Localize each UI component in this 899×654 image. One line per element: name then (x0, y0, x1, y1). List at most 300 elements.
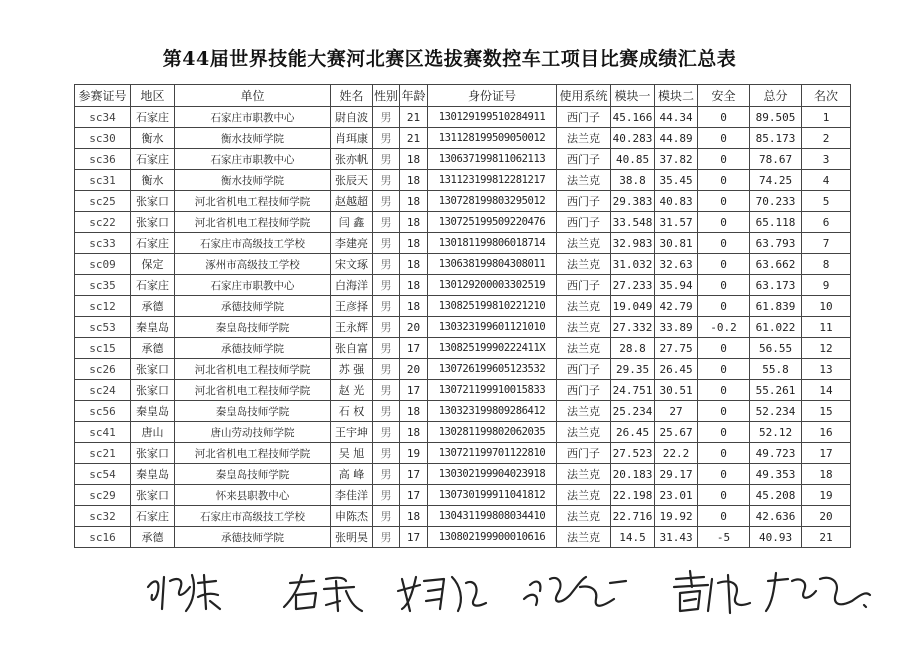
cell-region: 张家口 (131, 380, 175, 401)
cell-module-two-score: 32.63 (655, 254, 698, 275)
cell-entry-number: sc16 (75, 527, 131, 548)
cell-module-one-score: 33.548 (611, 212, 655, 233)
cell-contestant-name: 王彦择 (331, 296, 373, 317)
cell-control-system: 西门子 (557, 107, 611, 128)
cell-age: 21 (400, 128, 428, 149)
cell-id-number: 130726199605123532 (428, 359, 557, 380)
cell-age: 18 (400, 191, 428, 212)
cell-organization: 石家庄市职教中心 (175, 107, 331, 128)
cell-entry-number: sc36 (75, 149, 131, 170)
cell-entry-number: sc09 (75, 254, 131, 275)
cell-rank: 15 (802, 401, 851, 422)
cell-contestant-name: 闫 鑫 (331, 212, 373, 233)
cell-rank: 10 (802, 296, 851, 317)
table-row (75, 359, 851, 380)
cell-entry-number: sc56 (75, 401, 131, 422)
table-row (75, 527, 851, 548)
cell-module-one-score: 32.983 (611, 233, 655, 254)
cell-contestant-name: 吴 旭 (331, 443, 373, 464)
cell-control-system: 法兰克 (557, 464, 611, 485)
cell-control-system: 法兰克 (557, 170, 611, 191)
cell-total-score: 45.208 (750, 485, 802, 506)
cell-gender: 男 (373, 170, 400, 191)
cell-region: 张家口 (131, 485, 175, 506)
cell-rank: 14 (802, 380, 851, 401)
cell-region: 承德 (131, 338, 175, 359)
cell-safety-deduction: 0 (698, 422, 750, 443)
cell-safety-deduction: 0 (698, 170, 750, 191)
cell-gender: 男 (373, 191, 400, 212)
cell-total-score: 52.234 (750, 401, 802, 422)
cell-entry-number: sc32 (75, 506, 131, 527)
cell-control-system: 法兰克 (557, 254, 611, 275)
cell-control-system: 法兰克 (557, 527, 611, 548)
signature-area (140, 565, 880, 625)
cell-contestant-name: 苏 强 (331, 359, 373, 380)
cell-module-one-score: 28.8 (611, 338, 655, 359)
table-row (75, 191, 851, 212)
table-row (75, 254, 851, 275)
cell-region: 张家口 (131, 212, 175, 233)
cell-module-two-score: 25.67 (655, 422, 698, 443)
cell-entry-number: sc41 (75, 422, 131, 443)
cell-safety-deduction: 0 (698, 506, 750, 527)
table-row (75, 401, 851, 422)
cell-module-one-score: 27.332 (611, 317, 655, 338)
cell-module-two-score: 19.92 (655, 506, 698, 527)
cell-age: 18 (400, 212, 428, 233)
cell-entry-number: sc29 (75, 485, 131, 506)
table-row (75, 149, 851, 170)
cell-total-score: 55.8 (750, 359, 802, 380)
cell-age: 18 (400, 254, 428, 275)
cell-organization: 河北省机电工程技师学院 (175, 359, 331, 380)
cell-contestant-name: 李佳洋 (331, 485, 373, 506)
cell-total-score: 89.505 (750, 107, 802, 128)
cell-gender: 男 (373, 443, 400, 464)
cell-total-score: 61.022 (750, 317, 802, 338)
cell-gender: 男 (373, 422, 400, 443)
cell-region: 秦皇岛 (131, 464, 175, 485)
cell-gender: 男 (373, 149, 400, 170)
cell-total-score: 70.233 (750, 191, 802, 212)
signature-4 (524, 577, 626, 606)
cell-organization: 秦皇岛技师学院 (175, 317, 331, 338)
cell-organization: 唐山劳动技师学院 (175, 422, 331, 443)
signature-3 (398, 577, 486, 611)
cell-module-one-score: 38.8 (611, 170, 655, 191)
column-header: 模块二 (655, 85, 698, 107)
cell-entry-number: sc15 (75, 338, 131, 359)
cell-control-system: 法兰克 (557, 338, 611, 359)
table-row (75, 170, 851, 191)
cell-rank: 20 (802, 506, 851, 527)
cell-id-number: 130323199809286412 (428, 401, 557, 422)
cell-safety-deduction: 0 (698, 212, 750, 233)
cell-control-system: 法兰克 (557, 485, 611, 506)
table-row (75, 380, 851, 401)
cell-rank: 5 (802, 191, 851, 212)
cell-contestant-name: 李建亮 (331, 233, 373, 254)
cell-safety-deduction: 0 (698, 443, 750, 464)
table-row (75, 422, 851, 443)
cell-age: 21 (400, 107, 428, 128)
cell-organization: 石家庄市高级技工学校 (175, 233, 331, 254)
document-title: 第44届世界技能大赛河北赛区选拔赛数控车工项目比赛成绩汇总表 (162, 48, 737, 70)
cell-gender: 男 (373, 527, 400, 548)
cell-rank: 11 (802, 317, 851, 338)
cell-id-number: 130637199811062113 (428, 149, 557, 170)
cell-contestant-name: 张亦帆 (331, 149, 373, 170)
cell-safety-deduction: 0 (698, 380, 750, 401)
cell-total-score: 85.173 (750, 128, 802, 149)
cell-gender: 男 (373, 107, 400, 128)
cell-region: 石家庄 (131, 107, 175, 128)
cell-age: 18 (400, 296, 428, 317)
cell-control-system: 西门子 (557, 149, 611, 170)
cell-organization: 秦皇岛技师学院 (175, 464, 331, 485)
cell-id-number: 130721199701122810 (428, 443, 557, 464)
cell-region: 石家庄 (131, 506, 175, 527)
cell-id-number: 131123199812281217 (428, 170, 557, 191)
cell-control-system: 西门子 (557, 275, 611, 296)
cell-module-one-score: 22.198 (611, 485, 655, 506)
cell-module-one-score: 29.383 (611, 191, 655, 212)
cell-control-system: 西门子 (557, 359, 611, 380)
table-row (75, 212, 851, 233)
cell-contestant-name: 尉自波 (331, 107, 373, 128)
cell-contestant-name: 赵越超 (331, 191, 373, 212)
cell-region: 承德 (131, 527, 175, 548)
cell-gender: 男 (373, 401, 400, 422)
cell-entry-number: sc21 (75, 443, 131, 464)
cell-organization: 河北省机电工程技师学院 (175, 212, 331, 233)
cell-control-system: 法兰克 (557, 506, 611, 527)
cell-age: 18 (400, 422, 428, 443)
cell-module-one-score: 25.234 (611, 401, 655, 422)
cell-id-number: 130302199904023918 (428, 464, 557, 485)
cell-entry-number: sc31 (75, 170, 131, 191)
column-header: 年龄 (400, 85, 428, 107)
cell-id-number: 130323199601121010 (428, 317, 557, 338)
table-body (75, 107, 851, 548)
cell-module-two-score: 29.17 (655, 464, 698, 485)
cell-entry-number: sc54 (75, 464, 131, 485)
cell-rank: 3 (802, 149, 851, 170)
signature-5 (674, 571, 750, 613)
cell-rank: 4 (802, 170, 851, 191)
cell-total-score: 56.55 (750, 338, 802, 359)
cell-module-one-score: 40.85 (611, 149, 655, 170)
cell-safety-deduction: -5 (698, 527, 750, 548)
signature-1 (148, 575, 220, 611)
cell-gender: 男 (373, 254, 400, 275)
cell-organization: 衡水技师学院 (175, 128, 331, 149)
cell-age: 18 (400, 275, 428, 296)
cell-gender: 男 (373, 464, 400, 485)
cell-rank: 17 (802, 443, 851, 464)
cell-total-score: 55.261 (750, 380, 802, 401)
cell-entry-number: sc30 (75, 128, 131, 149)
cell-rank: 12 (802, 338, 851, 359)
cell-contestant-name: 申陈杰 (331, 506, 373, 527)
cell-module-one-score: 20.183 (611, 464, 655, 485)
cell-organization: 石家庄市高级技工学校 (175, 506, 331, 527)
table-row (75, 275, 851, 296)
cell-total-score: 63.662 (750, 254, 802, 275)
cell-total-score: 61.839 (750, 296, 802, 317)
table-row (75, 128, 851, 149)
cell-rank: 8 (802, 254, 851, 275)
cell-safety-deduction: 0 (698, 464, 750, 485)
cell-age: 19 (400, 443, 428, 464)
cell-module-one-score: 19.049 (611, 296, 655, 317)
column-header: 性别 (373, 85, 400, 107)
cell-control-system: 法兰克 (557, 317, 611, 338)
cell-control-system: 西门子 (557, 212, 611, 233)
cell-safety-deduction: 0 (698, 128, 750, 149)
cell-entry-number: sc34 (75, 107, 131, 128)
cell-age: 18 (400, 149, 428, 170)
handwritten-signatures (140, 565, 880, 625)
cell-rank: 2 (802, 128, 851, 149)
cell-organization: 秦皇岛技师学院 (175, 401, 331, 422)
cell-control-system: 西门子 (557, 380, 611, 401)
cell-gender: 男 (373, 212, 400, 233)
score-table (74, 84, 851, 548)
cell-gender: 男 (373, 485, 400, 506)
column-header: 参赛证号 (75, 85, 131, 107)
cell-gender: 男 (373, 359, 400, 380)
cell-total-score: 40.93 (750, 527, 802, 548)
cell-rank: 6 (802, 212, 851, 233)
cell-contestant-name: 王宇坤 (331, 422, 373, 443)
cell-control-system: 西门子 (557, 443, 611, 464)
cell-age: 17 (400, 485, 428, 506)
cell-module-two-score: 33.89 (655, 317, 698, 338)
cell-rank: 13 (802, 359, 851, 380)
cell-organization: 河北省机电工程技师学院 (175, 191, 331, 212)
cell-age: 18 (400, 401, 428, 422)
cell-module-two-score: 30.81 (655, 233, 698, 254)
cell-id-number: 130730199911041812 (428, 485, 557, 506)
cell-region: 秦皇岛 (131, 317, 175, 338)
cell-module-one-score: 27.233 (611, 275, 655, 296)
cell-contestant-name: 王永辉 (331, 317, 373, 338)
cell-module-one-score: 40.283 (611, 128, 655, 149)
cell-region: 石家庄 (131, 275, 175, 296)
cell-module-two-score: 30.51 (655, 380, 698, 401)
column-header: 名次 (802, 85, 851, 107)
cell-organization: 承德技师学院 (175, 338, 331, 359)
cell-entry-number: sc33 (75, 233, 131, 254)
table-row (75, 464, 851, 485)
cell-module-two-score: 44.89 (655, 128, 698, 149)
table-row (75, 317, 851, 338)
cell-module-two-score: 31.43 (655, 527, 698, 548)
cell-rank: 16 (802, 422, 851, 443)
cell-age: 20 (400, 317, 428, 338)
cell-organization: 衡水技师学院 (175, 170, 331, 191)
cell-gender: 男 (373, 275, 400, 296)
cell-gender: 男 (373, 338, 400, 359)
cell-organization: 怀来县职教中心 (175, 485, 331, 506)
table-row (75, 296, 851, 317)
cell-module-two-score: 22.2 (655, 443, 698, 464)
cell-control-system: 法兰克 (557, 296, 611, 317)
cell-control-system: 法兰克 (557, 422, 611, 443)
cell-entry-number: sc53 (75, 317, 131, 338)
cell-age: 18 (400, 506, 428, 527)
cell-id-number: 130725199509220476 (428, 212, 557, 233)
cell-age: 17 (400, 338, 428, 359)
signature-6 (766, 573, 870, 611)
cell-id-number: 130825199810221210 (428, 296, 557, 317)
cell-module-one-score: 14.5 (611, 527, 655, 548)
cell-entry-number: sc22 (75, 212, 131, 233)
cell-safety-deduction: 0 (698, 296, 750, 317)
cell-rank: 19 (802, 485, 851, 506)
cell-gender: 男 (373, 128, 400, 149)
cell-safety-deduction: 0 (698, 401, 750, 422)
cell-safety-deduction: 0 (698, 191, 750, 212)
column-header: 姓名 (331, 85, 373, 107)
cell-safety-deduction: 0 (698, 485, 750, 506)
cell-module-two-score: 23.01 (655, 485, 698, 506)
cell-entry-number: sc12 (75, 296, 131, 317)
cell-rank: 1 (802, 107, 851, 128)
cell-gender: 男 (373, 380, 400, 401)
table-row (75, 506, 851, 527)
cell-age: 17 (400, 380, 428, 401)
cell-region: 石家庄 (131, 233, 175, 254)
cell-region: 衡水 (131, 128, 175, 149)
cell-control-system: 法兰克 (557, 401, 611, 422)
cell-safety-deduction: 0 (698, 338, 750, 359)
cell-module-one-score: 45.166 (611, 107, 655, 128)
cell-control-system: 西门子 (557, 191, 611, 212)
cell-region: 石家庄 (131, 149, 175, 170)
cell-contestant-name: 白海洋 (331, 275, 373, 296)
cell-safety-deduction: 0 (698, 254, 750, 275)
cell-module-two-score: 35.45 (655, 170, 698, 191)
cell-total-score: 49.353 (750, 464, 802, 485)
column-header: 单位 (175, 85, 331, 107)
cell-organization: 承德技师学院 (175, 296, 331, 317)
cell-contestant-name: 张辰天 (331, 170, 373, 191)
cell-region: 秦皇岛 (131, 401, 175, 422)
cell-id-number: 130721199910015833 (428, 380, 557, 401)
cell-entry-number: sc26 (75, 359, 131, 380)
cell-safety-deduction: 0 (698, 359, 750, 380)
cell-total-score: 65.118 (750, 212, 802, 233)
cell-control-system: 法兰克 (557, 233, 611, 254)
cell-id-number: 13082519990222411X (428, 338, 557, 359)
cell-safety-deduction: 0 (698, 233, 750, 254)
cell-total-score: 78.67 (750, 149, 802, 170)
column-header: 安全 (698, 85, 750, 107)
cell-id-number: 130281199802062035 (428, 422, 557, 443)
cell-region: 张家口 (131, 359, 175, 380)
signature-2 (284, 575, 362, 611)
cell-age: 18 (400, 233, 428, 254)
cell-id-number: 130802199900010616 (428, 527, 557, 548)
column-header: 总分 (750, 85, 802, 107)
cell-module-two-score: 31.57 (655, 212, 698, 233)
cell-total-score: 49.723 (750, 443, 802, 464)
cell-contestant-name: 石 权 (331, 401, 373, 422)
cell-id-number: 130129199510284911 (428, 107, 557, 128)
cell-gender: 男 (373, 317, 400, 338)
cell-organization: 河北省机电工程技师学院 (175, 380, 331, 401)
cell-age: 20 (400, 359, 428, 380)
cell-rank: 9 (802, 275, 851, 296)
cell-organization: 承德技师学院 (175, 527, 331, 548)
cell-rank: 7 (802, 233, 851, 254)
cell-contestant-name: 高 峰 (331, 464, 373, 485)
table-row (75, 107, 851, 128)
cell-id-number: 130638199804308011 (428, 254, 557, 275)
column-header: 身份证号 (428, 85, 557, 107)
cell-contestant-name: 宋文琢 (331, 254, 373, 275)
column-header: 模块一 (611, 85, 655, 107)
table-row (75, 485, 851, 506)
cell-gender: 男 (373, 233, 400, 254)
column-header: 地区 (131, 85, 175, 107)
column-header: 使用系统 (557, 85, 611, 107)
cell-safety-deduction: 0 (698, 107, 750, 128)
cell-id-number: 130431199808034410 (428, 506, 557, 527)
cell-id-number: 130129200003302519 (428, 275, 557, 296)
cell-organization: 河北省机电工程技师学院 (175, 443, 331, 464)
cell-total-score: 63.173 (750, 275, 802, 296)
cell-control-system: 法兰克 (557, 128, 611, 149)
cell-gender: 男 (373, 506, 400, 527)
cell-module-two-score: 35.94 (655, 275, 698, 296)
cell-entry-number: sc25 (75, 191, 131, 212)
cell-region: 张家口 (131, 443, 175, 464)
cell-safety-deduction: 0 (698, 149, 750, 170)
cell-module-two-score: 44.34 (655, 107, 698, 128)
cell-contestant-name: 赵 光 (331, 380, 373, 401)
cell-contestant-name: 张自富 (331, 338, 373, 359)
cell-age: 18 (400, 170, 428, 191)
cell-id-number: 130728199803295012 (428, 191, 557, 212)
cell-safety-deduction: -0.2 (698, 317, 750, 338)
cell-module-one-score: 27.523 (611, 443, 655, 464)
cell-age: 17 (400, 527, 428, 548)
cell-module-one-score: 24.751 (611, 380, 655, 401)
cell-organization: 涿州市高级技工学校 (175, 254, 331, 275)
cell-module-one-score: 31.032 (611, 254, 655, 275)
cell-region: 唐山 (131, 422, 175, 443)
cell-organization: 石家庄市职教中心 (175, 149, 331, 170)
cell-region: 保定 (131, 254, 175, 275)
cell-id-number: 131128199509050012 (428, 128, 557, 149)
table-row (75, 233, 851, 254)
cell-total-score: 52.12 (750, 422, 802, 443)
cell-contestant-name: 张明昊 (331, 527, 373, 548)
cell-module-two-score: 37.82 (655, 149, 698, 170)
cell-total-score: 63.793 (750, 233, 802, 254)
table-row (75, 443, 851, 464)
cell-rank: 18 (802, 464, 851, 485)
cell-module-two-score: 27 (655, 401, 698, 422)
cell-module-two-score: 40.83 (655, 191, 698, 212)
cell-module-one-score: 22.716 (611, 506, 655, 527)
cell-region: 承德 (131, 296, 175, 317)
cell-organization: 石家庄市职教中心 (175, 275, 331, 296)
